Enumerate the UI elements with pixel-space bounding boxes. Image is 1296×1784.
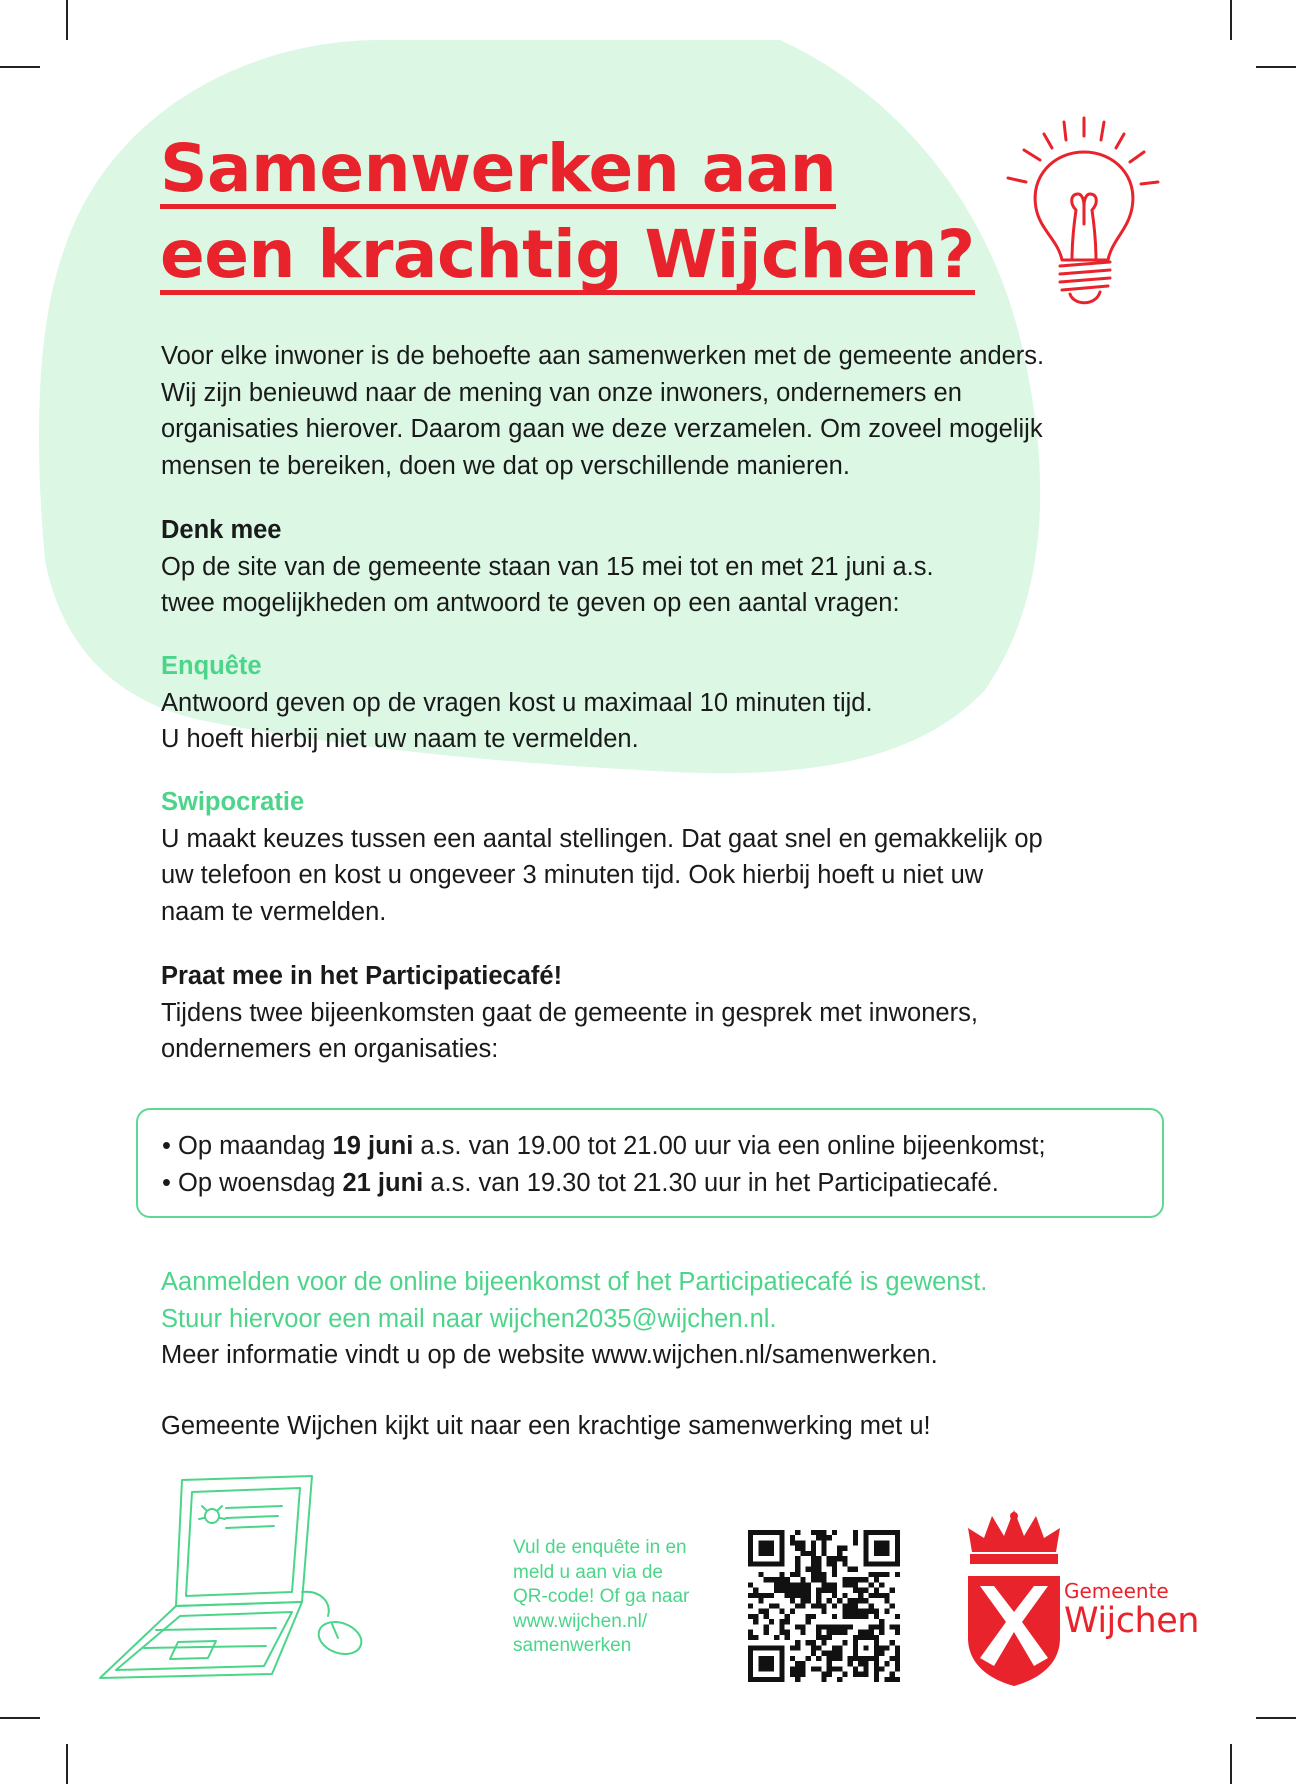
crop-mark: [1230, 0, 1232, 40]
closing-line: Gemeente Wijchen kijkt uit naar een krachtige samenwerking met u!: [161, 1412, 931, 1440]
meeting-date: 21 juni: [342, 1169, 424, 1197]
meeting-date: 19 juni: [332, 1132, 414, 1160]
intro-line: organisaties hierover. Daarom gaan we deze verzamelen. Om zoveel mogelijk: [161, 415, 1043, 443]
swipocratie-line: U maakt keuzes tussen een aantal stellingen. Dat gaat snel en gemakkelijk op: [161, 824, 1043, 853]
denk-mee-line: Op de site van de gemeente staan van 15 mei tot en met 21 juni a.s.: [161, 552, 934, 581]
denk-mee-section: [161, 512, 1171, 622]
participatiecafe-section: [161, 958, 1171, 1068]
logo-line-2: Wijchen: [1064, 1601, 1199, 1641]
crop-mark: [0, 1717, 40, 1719]
intro-line: Wij zijn benieuwd naar de mening van onze inwoners, ondernemers en: [161, 378, 962, 407]
participatiecafe-line: Tijdens twee bijeenkomsten gaat de gemeente in gesprek met inwoners,: [161, 998, 978, 1027]
crop-mark: [1256, 1717, 1296, 1719]
logo-wordmark: [1064, 1580, 1199, 1640]
enquete-section: [161, 648, 1171, 758]
qr-caption: Vul de enquête in en meld u aan via de QR-code! Of ga naar www.wijchen.nl/ samenwerken: [513, 1537, 690, 1656]
signup-line: Aanmelden voor de online bijeenkomst of het Participatiecafé is gewenst.: [161, 1268, 988, 1296]
signup-section: [161, 1264, 1171, 1374]
logo-line-1: Gemeente: [1064, 1579, 1169, 1603]
more-info-line[interactable]: Meer informatie vindt u op de website www.wijchen.nl/samenwerken.: [161, 1341, 938, 1369]
denk-mee-line: twee mogelijkheden om antwoord te geven op een aantal vragen:: [161, 589, 900, 617]
page-title: [160, 126, 975, 298]
participatiecafe-heading: Praat mee in het Participatiecafé!: [161, 962, 563, 990]
crop-mark: [66, 0, 68, 40]
enquete-line: U hoeft hierbij niet uw naam te vermelden.: [161, 725, 639, 753]
swipocratie-line: uw telefoon en kost u ongeveer 3 minuten tijd. Ook hierbij hoeft u niet uw: [161, 861, 984, 889]
enquete-heading: Enquête: [161, 652, 262, 680]
wijchen-coat-of-arms-icon: [960, 1508, 1068, 1688]
crop-mark: [1256, 66, 1296, 68]
crop-mark: [66, 1744, 68, 1784]
light-bulb-icon: [1000, 112, 1170, 312]
intro-paragraph: [161, 338, 1171, 484]
meeting-item: • Op maandag 19 juni a.s. van 19.00 tot 21.00 uur via een online bijeenkomst;: [162, 1132, 1046, 1160]
signup-line: Stuur hiervoor een mail naar wijchen2035@wijchen.nl.: [161, 1304, 777, 1333]
swipocratie-section: [161, 784, 1171, 930]
meeting-item: • Op woensdag 21 juni a.s. van 19.30 tot 21.30 uur in het Participatiecafé.: [162, 1169, 999, 1197]
qr-code-icon[interactable]: [748, 1530, 900, 1682]
swipocratie-line: naam te vermelden.: [161, 897, 387, 926]
intro-line: Voor elke inwoner is de behoefte aan samenwerken met de gemeente anders.: [161, 342, 1045, 370]
meetings-box: [136, 1108, 1164, 1218]
enquete-line: Antwoord geven op de vragen kost u maximaal 10 minuten tijd.: [161, 688, 873, 717]
crop-mark: [1230, 1744, 1232, 1784]
intro-line: mensen te bereiken, doen we dat op verschillende manieren.: [161, 451, 850, 480]
participatiecafe-line: ondernemers en organisaties:: [161, 1035, 499, 1063]
laptop-mouse-icon: [96, 1470, 396, 1680]
swipocratie-heading: Swipocratie: [161, 788, 305, 816]
denk-mee-heading: Denk mee: [161, 516, 282, 544]
crop-mark: [0, 66, 40, 68]
title-line-2: een krachtig Wijchen?: [160, 216, 975, 293]
title-line-1: Samenwerken aan: [160, 130, 837, 207]
